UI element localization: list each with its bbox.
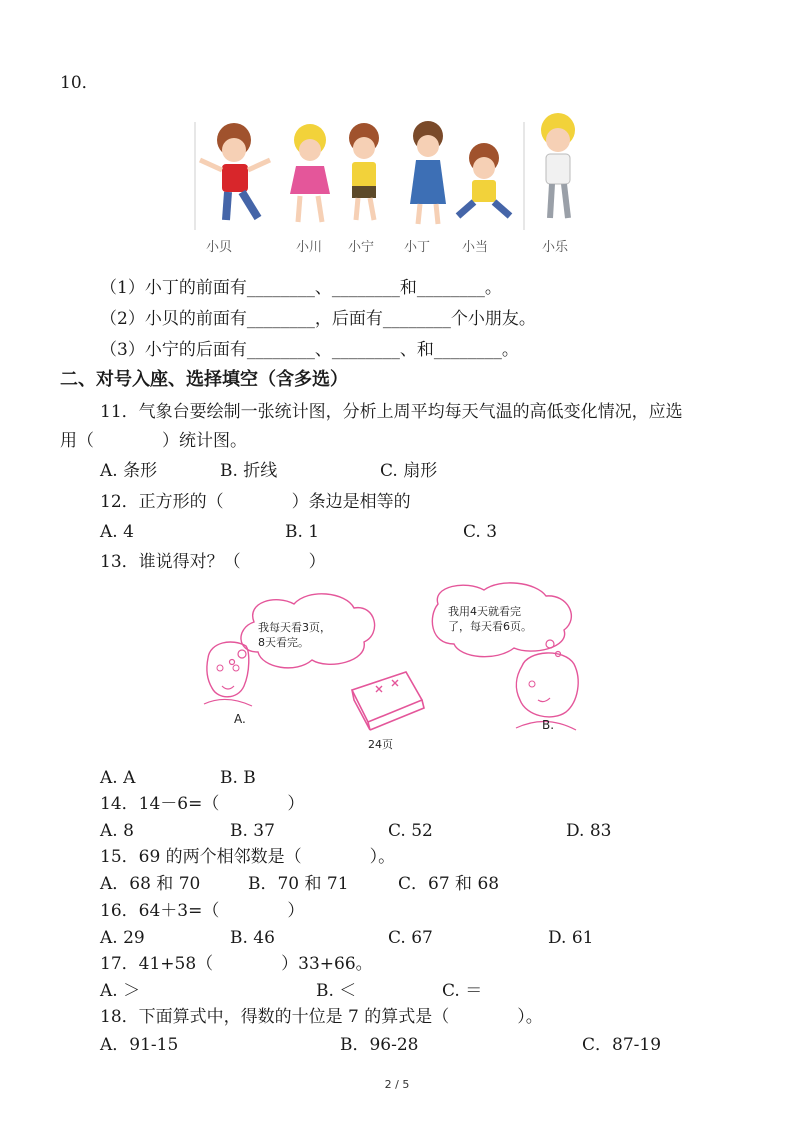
q14-option-d: D. 83 bbox=[566, 821, 612, 841]
q16-stem: 16．64＋3=（ ） bbox=[100, 901, 305, 921]
q12-option-b: B. 1 bbox=[285, 522, 320, 542]
kid-xiaobei-figure bbox=[200, 123, 270, 220]
kid-xiaodang-figure bbox=[458, 143, 510, 216]
kid-label: 小宁 bbox=[348, 240, 375, 255]
q15-option-b: B．70 和 71 bbox=[248, 874, 349, 894]
q16-option-a: A. 29 bbox=[100, 928, 145, 948]
person-b-label: B. bbox=[542, 718, 555, 732]
q12-option-a: A. 4 bbox=[100, 522, 134, 542]
kid-label: 小乐 bbox=[542, 240, 569, 255]
q16-option-d: D. 61 bbox=[548, 928, 594, 948]
book-figure bbox=[352, 672, 424, 730]
q18-option-b: B．96-28 bbox=[340, 1035, 419, 1055]
q16-option-c: C. 67 bbox=[388, 928, 433, 948]
page-number: 2 / 5 bbox=[384, 1078, 410, 1091]
kid-label: 小川 bbox=[296, 240, 323, 255]
kid-label: 小丁 bbox=[404, 240, 431, 255]
q10-line-3: （3）小宁的后面有________、________、和________。 bbox=[100, 340, 519, 360]
q17-stem: 17．41+58（ ）33+66。 bbox=[100, 954, 373, 974]
bubble-b-text: 我用4天就看完 了，每天看6页。 bbox=[448, 605, 532, 633]
kid-xiaole-figure bbox=[541, 113, 575, 218]
q15-option-a: A．68 和 70 bbox=[100, 874, 201, 894]
q14-option-c: C. 52 bbox=[388, 821, 433, 841]
bubble-a-text: 我每天看3页， 8天看完。 bbox=[258, 621, 331, 649]
q14-stem: 14．14－6=（ ） bbox=[100, 794, 305, 814]
q17-option-b: B. ＜ bbox=[316, 981, 357, 1001]
q10-number: 10． bbox=[60, 73, 99, 93]
q10-line-2: （2）小贝的前面有________，后面有________个小朋友。 bbox=[100, 309, 536, 329]
q17-option-c: C. ＝ bbox=[442, 981, 483, 1001]
q16-option-b: B. 46 bbox=[230, 928, 275, 948]
q14-option-a: A. 8 bbox=[100, 821, 134, 841]
q11-option-c: C. 扇形 bbox=[380, 461, 438, 481]
q18-option-a: A．91-15 bbox=[100, 1035, 179, 1055]
q14-option-b: B. 37 bbox=[230, 821, 275, 841]
q10-kids-illustration bbox=[192, 112, 598, 262]
q12-option-c: C. 3 bbox=[463, 522, 498, 542]
q18-stem: 18．下面算式中，得数的十位是 7 的算式是（ ）。 bbox=[100, 1007, 543, 1027]
q18-option-c: C．87-19 bbox=[582, 1035, 662, 1055]
kid-xiaoding-figure bbox=[410, 121, 446, 224]
kid-label: 小贝 bbox=[206, 240, 233, 255]
q13-option-b: B. B bbox=[220, 768, 256, 788]
q13-stem: 13．谁说得对？（ ） bbox=[100, 552, 326, 572]
q11-option-a: A. 条形 bbox=[100, 461, 158, 481]
q11-stem-line-1: 11．气象台要绘制一张统计图，分析上周平均每天气温的高低变化情况，应选 bbox=[100, 402, 683, 422]
q10-line-1: （1）小丁的前面有________、________和________。 bbox=[100, 278, 502, 298]
q11-option-b: B. 折线 bbox=[220, 461, 278, 481]
kid-label: 小当 bbox=[462, 240, 489, 255]
q13-option-a: A. A bbox=[100, 768, 136, 788]
q15-stem: 15．69 的两个相邻数是（ ）。 bbox=[100, 847, 396, 867]
kid-xiaochuan-figure bbox=[290, 124, 330, 222]
kids-lineup-figure bbox=[192, 112, 598, 262]
person-a-label: A. bbox=[234, 712, 246, 726]
q17-option-a: A. ＞ bbox=[100, 981, 141, 1001]
q12-stem: 12．正方形的（ ）条边是相等的 bbox=[100, 492, 411, 512]
q15-option-c: C．67 和 68 bbox=[398, 874, 500, 894]
book-label: 24页 bbox=[368, 738, 393, 751]
q13-illustration bbox=[196, 582, 588, 758]
kid-xiaoning-figure bbox=[349, 123, 379, 220]
section-2-title: 二、对号入座、选择填空（含多选） bbox=[60, 369, 348, 390]
q11-stem-line-2: 用（ ）统计图。 bbox=[60, 431, 247, 451]
